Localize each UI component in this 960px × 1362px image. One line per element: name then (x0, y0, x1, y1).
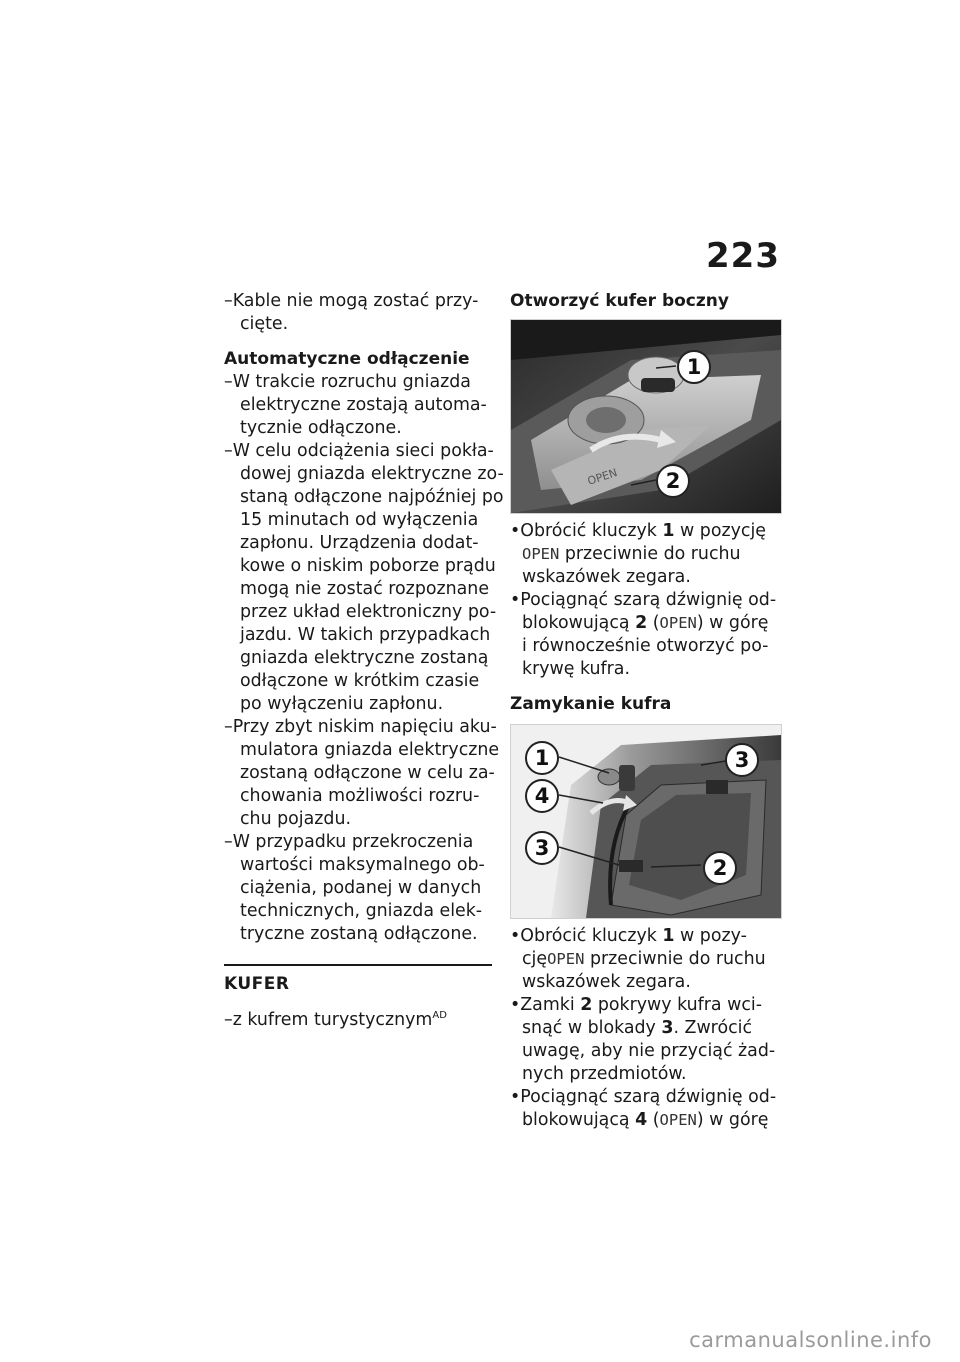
close-step-2: •Zamki 2 pokrywy kufra wci- snąć w blokady 3. Zwrócić uwagę, aby nie przyciąć żad- nych przedmiotów. (510, 995, 776, 1084)
callout-2: 2 (703, 851, 737, 885)
list-item: –Przy zbyt niskim napięciu aku- mulatora gniazda elektryczne zostaną odłączone w celu za- chowania możliwości rozru- chu pojazdu. (224, 717, 500, 829)
case-open-illustration (510, 319, 782, 514)
open-step-1: •Obrócić kluczyk 1 w pozycję OPEN przeciwnie do ruchu wskazówek zegara. (510, 521, 766, 587)
callout-1: 1 (677, 350, 711, 384)
list-item: –W celu odciążenia sieci pokła- dowej gniazda elektryczne zo- staną odłączone najpóźniej po 15 minutach od wyłączenia zapłonu. Urządzenia dodat- kowe o niskim poborze prądu mogą nie zostać rozpoznane przez układ elektroniczny po- jazdu. W takich przypadkach gniazda elektryczne zostaną odłączone w krótkim czasie po wyłączeniu zapłonu. (224, 441, 504, 714)
open-label: OPEN (585, 466, 619, 488)
section-divider (224, 964, 492, 966)
close-step-3: •Pociągnąć szarą dźwignię od- blokowującą 4 (OPEN) w górę (510, 1087, 777, 1130)
list-item: –W trakcie rozruchu gniazda elektryczne zostają automa- tycznie odłączone. (224, 372, 487, 438)
intro-line: cięte. (240, 314, 289, 334)
page-number: 223 (706, 236, 780, 276)
open-step-2: •Pociągnąć szarą dźwignię od- blokowującą 2 (OPEN) w górę i równocześnie otworzyć po- krywę kufra. (510, 590, 777, 679)
auto-disconnect-heading: Automatyczne odłączenie (224, 349, 470, 369)
close-step-1: •Obrócić kluczyk 1 w pozy- cjęOPEN przeciwnie do ruchu wskazówek zegara. (510, 926, 766, 992)
left-column (224, 290, 504, 1032)
list-item: –W przypadku przekroczenia wartości maksymalnego ob- ciążenia, podanej w danych technicznych, gniazda elek- tryczne zostaną odłączone. (224, 832, 485, 944)
open-case-heading: Otworzyć kufer boczny (510, 291, 729, 311)
section-title: KUFER (224, 974, 290, 994)
intro-text (224, 290, 494, 336)
callout-3: 3 (725, 743, 759, 777)
intro-line: –Kable nie mogą zostać przy- (224, 291, 479, 311)
callout-4: 4 (525, 779, 559, 813)
callout-3: 3 (525, 831, 559, 865)
watermark: carmanualsonline.info (689, 1328, 932, 1352)
callout-2: 2 (656, 464, 690, 498)
right-column (510, 290, 782, 1132)
case-close-illustration (510, 724, 782, 919)
case-condition: –z kufrem turystycznym$^{AD}$ (224, 1010, 447, 1030)
option-superscript: AD (432, 1010, 447, 1021)
callout-1: 1 (525, 741, 559, 775)
close-case-heading: Zamykanie kufra (510, 694, 672, 714)
